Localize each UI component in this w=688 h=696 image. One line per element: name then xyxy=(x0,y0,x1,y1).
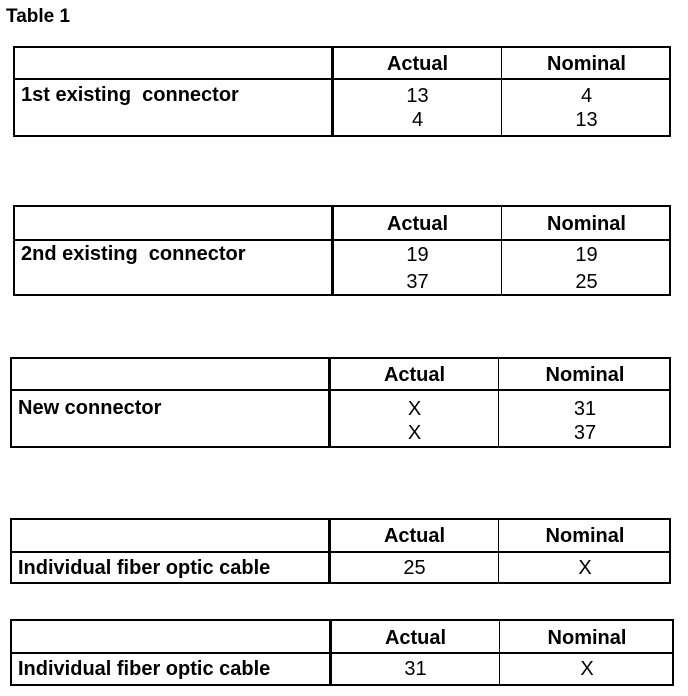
nominal-value: 4 xyxy=(580,85,593,107)
nominal-header: Nominal xyxy=(547,627,627,649)
table-1st-existing-connector xyxy=(13,46,671,137)
actual-value: 25 xyxy=(403,557,426,579)
nominal-value: X xyxy=(578,557,592,579)
actual-header: Actual xyxy=(386,213,449,235)
actual-value: 31 xyxy=(404,658,427,680)
row-label: 1st existing connector xyxy=(21,84,239,106)
table-individual-fiber-optic-cable-2 xyxy=(10,619,674,686)
actual-header: Actual xyxy=(383,525,446,547)
actual-value: X xyxy=(407,422,422,444)
nominal-value: 31 xyxy=(573,398,597,420)
actual-value: 13 xyxy=(406,85,429,107)
table-individual-fiber-optic-cable-1 xyxy=(10,518,671,584)
nominal-value: 37 xyxy=(573,422,597,444)
actual-value: 19 xyxy=(406,244,429,266)
nominal-value: X xyxy=(580,658,594,680)
nominal-header: Nominal xyxy=(545,525,625,547)
table-new-connector xyxy=(10,357,671,448)
row-label: Individual fiber optic cable xyxy=(18,557,271,579)
table-2nd-existing-connector xyxy=(13,205,671,296)
actual-header: Actual xyxy=(383,364,446,386)
nominal-header: Nominal xyxy=(545,364,625,386)
nominal-header: Nominal xyxy=(547,213,626,235)
actual-value: 4 xyxy=(411,109,424,131)
actual-value: 37 xyxy=(406,271,429,293)
row-label: New connector xyxy=(18,397,162,419)
page-title: Table 1 xyxy=(6,6,71,27)
row-label: 2nd existing connector xyxy=(21,243,246,265)
actual-header: Actual xyxy=(386,53,449,75)
actual-header: Actual xyxy=(384,627,447,649)
nominal-value: 25 xyxy=(575,271,598,293)
nominal-value: 19 xyxy=(575,244,598,266)
row-label: Individual fiber optic cable xyxy=(18,658,271,680)
nominal-header: Nominal xyxy=(547,53,626,75)
actual-value: X xyxy=(407,398,422,420)
nominal-value: 13 xyxy=(575,109,598,131)
